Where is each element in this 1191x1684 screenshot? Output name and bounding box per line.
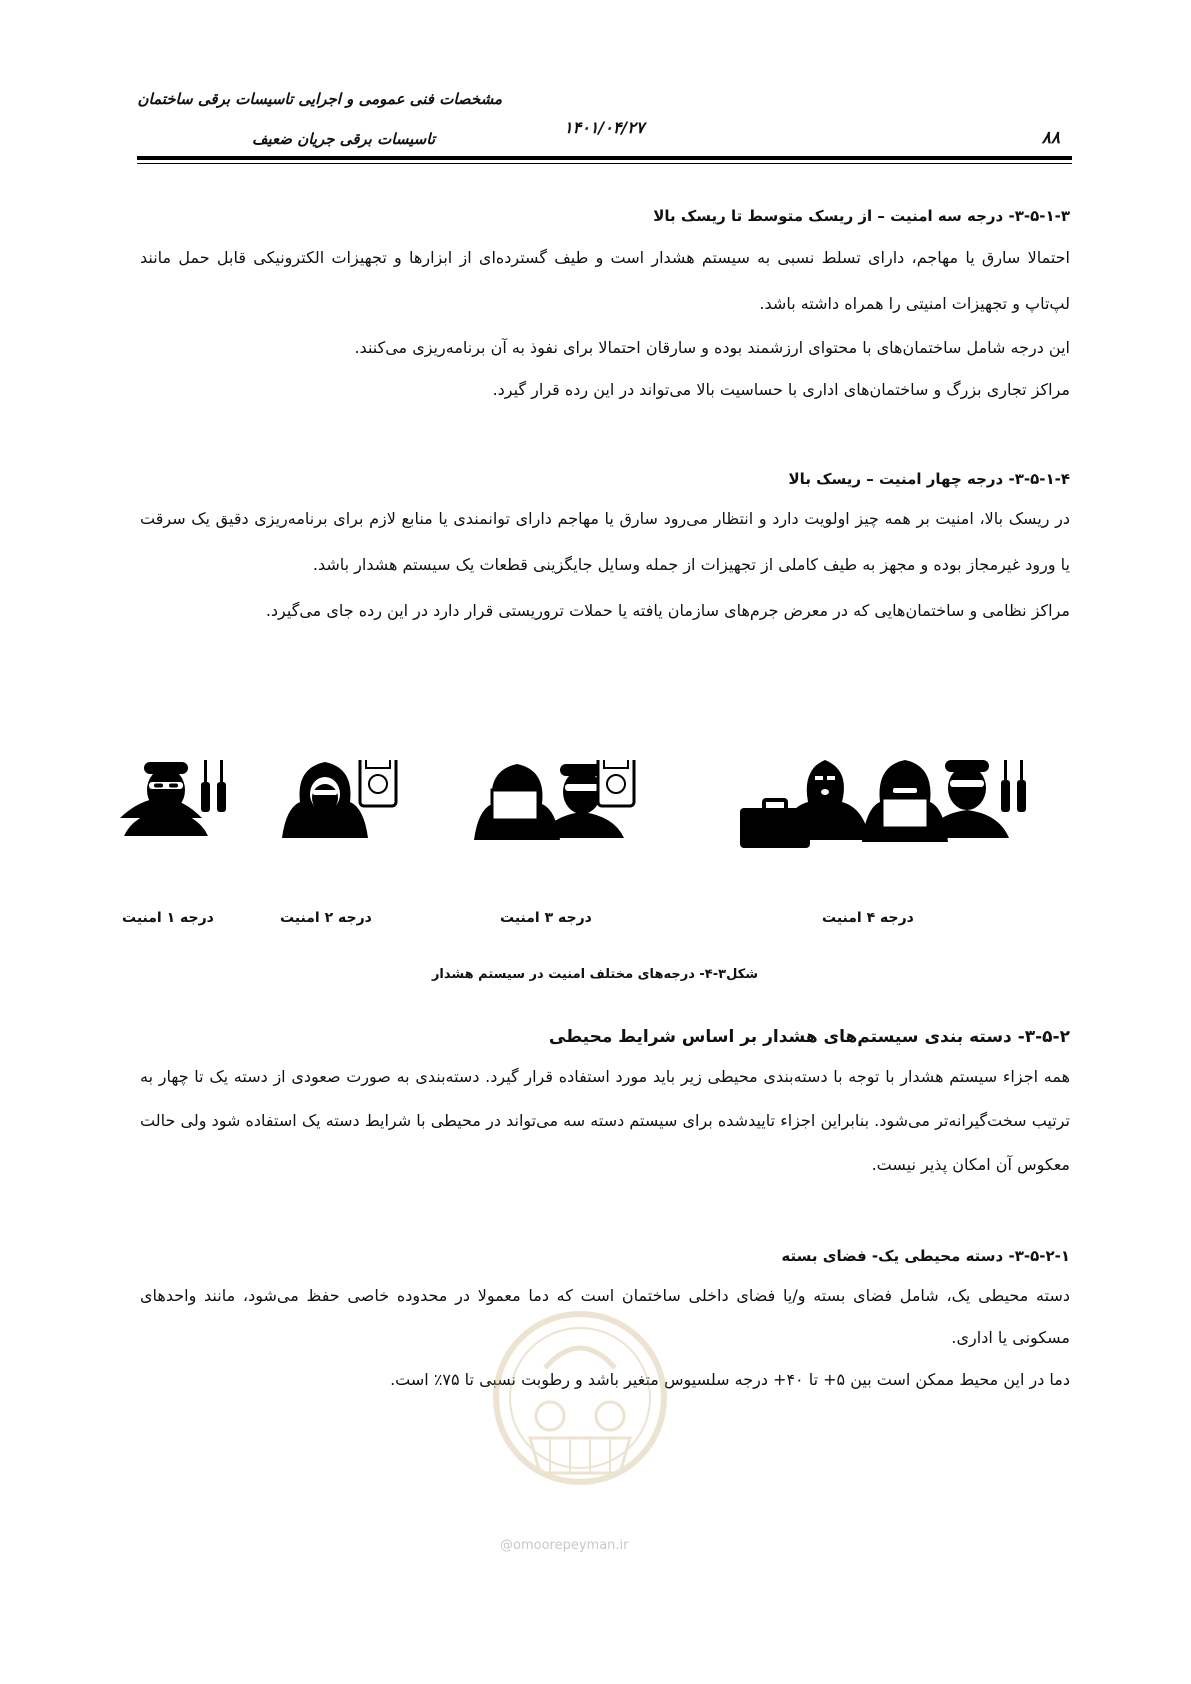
security-grades-figure [120, 760, 1070, 1000]
laptop-icon [876, 798, 934, 834]
grade-1-label: درجه ۱ امنیت [122, 910, 214, 926]
header-rule-thin [137, 163, 1072, 164]
document-date: ۱۴۰۱/۰۴/۲۷ [564, 118, 645, 137]
paragraph: دسته محیطی یک، شامل فضای بسته و/یا فضای داخلی ساختمان است که دما معمولا در محدوده خاصی حفظ می‌شود، مانند واحدهای مسکونی یا اداری. [140, 1286, 1070, 1347]
section-3-5-2 [140, 1027, 1070, 1187]
chapter-title: تاسیسات برقی جریان ضعیف [251, 130, 435, 148]
balaclava-icon [780, 760, 870, 840]
figure-illustration [120, 760, 1070, 960]
section-3-5-1-4 [140, 470, 1070, 634]
paragraph: در ریسک بالا، امنیت بر همه چیز اولویت دارد و انتظار می‌رود سارق یا مهاجم دارای توانمندی یا منابع لازم برای برنامه‌ریزی دقیق یک سرقت یا ورود غیرمجاز بوده و مجهز به طیف کاملی از تجهیزات از جمله وسایل جایگزینی قطعات یک سیستم هشدار باشد. [140, 509, 1070, 574]
laptop-icon [486, 790, 544, 826]
watermark-logo [490, 1288, 670, 1508]
section-heading: ۳-۵-۲-۱- دسته محیطی یک- فضای بسته [781, 1247, 1070, 1265]
section-heading: ۳-۵-۱-۳- درجه سه امنیت – از ریسک متوسط تا ریسک بالا [653, 207, 1070, 225]
figure-caption: شکل۳-۴- درجه‌های مختلف امنیت در سیستم هشدار [431, 967, 759, 982]
multimeter-icon [360, 760, 418, 806]
watermark-url: @omoorepeyman.ir [500, 1538, 629, 1553]
burglar-icon [925, 760, 1009, 838]
grade-2-label: درجه ۲ امنیت [280, 910, 372, 926]
grade-3-label: درجه ۳ امنیت [500, 910, 592, 926]
paragraph: مراکز نظامی و ساختمان‌هایی که در معرض جرم‌های سازمان یافته یا حملات تروریستی قرار دارد در این رده جای می‌گیرد. [265, 601, 1070, 620]
paragraph: همه اجزاء سیستم هشدار با توجه با دسته‌بندی محیطی زیر باید مورد استفاده قرار گیرد. دسته‌بندی به صورت صعودی از دسته یک تا چهار به ترتیب سخت‌گیرانه‌تر می‌شود. بنابراین اجزاء تاییدشده برای سیستم دسته سه می‌تواند در محیطی با شرایط دسته یک استفاده شود ولی حالت معکوس آن امکان پذیر نیست. [140, 1067, 1070, 1174]
section-heading: ۳-۵-۲- دسته بندی سیستم‌های هشدار بر اساس شرایط محیطی [548, 1027, 1070, 1047]
screwdriver-icon [1001, 760, 1026, 812]
paragraph: مراکز تجاری بزرگ و ساختمان‌های اداری با حساسیت بالا می‌تواند در این رده قرار گیرد. [492, 380, 1070, 399]
paragraph: این درجه شامل ساختمان‌های با محتوای ارزشمند بوده و سارقان احتمالا برای نفوذ به آن برنامه‌ریزی می‌کنند. [354, 338, 1070, 357]
page-header [137, 84, 1072, 164]
grade-4-label: درجه ۴ امنیت [822, 910, 914, 926]
document-title: مشخصات فنی عمومی و اجرایی تاسیسات برقی ساختمان [137, 90, 502, 108]
paragraph: احتمالا سارق یا مهاجم، دارای تسلط نسبی به سیستم هشدار است و طیف گسترده‌ای از ابزارها و تجهیزات الکترونیکی قابل حمل مانند لپ‌تاپ و تجهیزات امنیتی را همراه داشته باشد. [140, 248, 1070, 313]
section-3-5-1-3 [140, 207, 1070, 411]
paragraph: دما در این محیط ممکن است بین ۵+ تا ۴۰+ درجه سلسیوس متغیر باشد و رطوبت نسبی تا ۷۵٪ است. [390, 1370, 1070, 1389]
header-rule-thick [137, 156, 1072, 160]
multimeter-icon [598, 760, 656, 806]
page-number: ۸۸ [1041, 128, 1060, 148]
section-heading: ۳-۵-۱-۴- درجه چهار امنیت – ریسک بالا [788, 470, 1070, 488]
screwdriver-icon [201, 760, 226, 812]
hooded-hacker-icon [282, 762, 368, 838]
